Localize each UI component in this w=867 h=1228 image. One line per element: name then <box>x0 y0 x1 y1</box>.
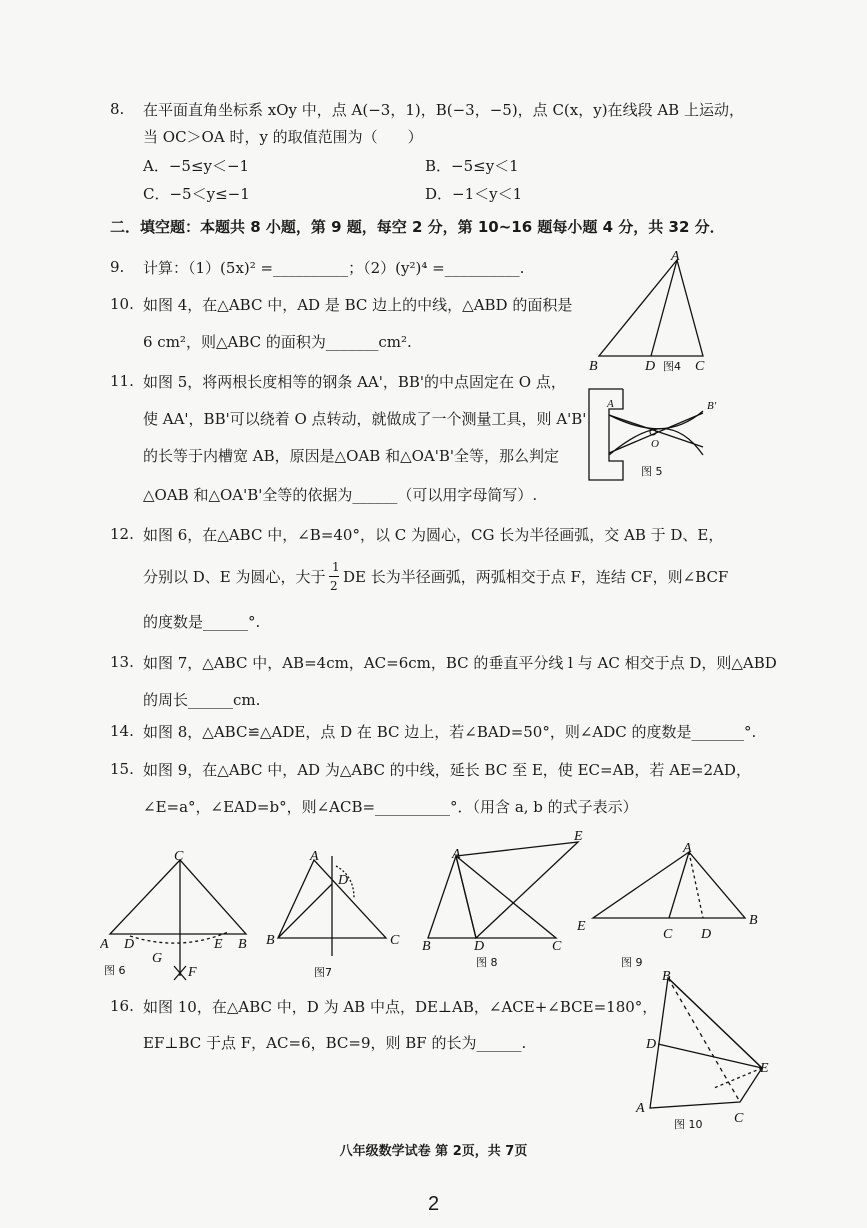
svg-text:A: A <box>452 847 461 862</box>
svg-text:E: E <box>760 1061 769 1076</box>
q8-number: 8. <box>110 100 125 118</box>
svg-text:E: E <box>577 919 586 934</box>
figure-4-caption: 图4 <box>663 360 681 373</box>
q12-fraction-denominator: 2 <box>330 579 338 593</box>
svg-text:B: B <box>422 939 431 954</box>
svg-text:C: C <box>174 849 184 864</box>
q10-number: 10. <box>110 295 134 313</box>
q16-line1: 如图 10，在△ABC 中，D 为 AB 中点，DE⊥AB，∠ACE+∠BCE=180°， <box>143 998 658 1016</box>
q8-option-d: D．−1＜y＜1 <box>425 185 523 203</box>
figure-5-caption: 图 5 <box>641 465 663 478</box>
svg-text:O: O <box>651 438 659 450</box>
q13-number: 13. <box>110 653 134 671</box>
q15-line2: ∠E=a°，∠EAD=b°，则∠ACB=__________°．（用含 a, b 的式子表示） <box>143 798 638 816</box>
svg-text:E: E <box>214 937 223 952</box>
svg-text:C: C <box>734 1111 744 1126</box>
svg-text:A: A <box>607 398 614 410</box>
figure-7-caption: 图7 <box>314 966 332 979</box>
svg-text:C: C <box>552 939 562 954</box>
svg-text:B': B' <box>707 400 717 412</box>
q12-fraction-bar <box>329 576 339 577</box>
q16-number: 16. <box>110 997 134 1015</box>
svg-text:D: D <box>645 359 656 374</box>
q16-line2: EF⊥BC 于点 F，AC=6，BC=9，则 BF 的长为______. <box>143 1034 527 1052</box>
svg-text:B: B <box>266 933 275 948</box>
q8-line1: 在平面直角坐标系 xOy 中，点 A(−3，1)，B(−3，−5)，点 C(x，y)在线段 AB 上运动， <box>143 101 744 119</box>
q11-line4: △OAB 和△OA'B'全等的依据为______（可以用字母简写）. <box>143 486 538 504</box>
figure-6-caption: 图 6 <box>104 964 126 977</box>
q12-line1: 如图 6，在△ABC 中，∠B=40°，以 C 为圆心，CG 长为半径画弧，交 AB 于 D、E， <box>143 526 724 544</box>
figure-8 <box>418 828 593 978</box>
q15-number: 15. <box>110 760 134 778</box>
svg-text:A: A <box>683 841 692 856</box>
q8-line2: 当 OC＞OA 时，y 的取值范围为（ ） <box>143 128 423 146</box>
q12-line2b: DE 长为半径画弧，两弧相交于点 F，连结 CF，则∠BCF <box>343 568 729 586</box>
svg-text:D: D <box>338 873 349 888</box>
figure-5 <box>585 385 725 485</box>
q12-number: 12. <box>110 525 134 543</box>
svg-text:E: E <box>574 829 583 844</box>
q14-number: 14. <box>110 722 134 740</box>
q8-option-c: C．−5＜y≤−1 <box>143 185 250 203</box>
figure-10-caption: 图 10 <box>674 1118 703 1131</box>
q14-text: 如图 8，△ABC≌△ADE，点 D 在 BC 边上，若∠BAD=50°，则∠ADC 的度数是_______°. <box>143 723 757 741</box>
svg-text:A: A <box>671 249 680 264</box>
q11-line2: 使 AA'，BB'可以绕着 O 点转动，就做成了一个测量工具，则 A'B' <box>143 410 587 428</box>
figure-9-caption: 图 9 <box>621 956 643 969</box>
q12-line3: 的度数是______°. <box>143 613 261 631</box>
q12-line2a: 分别以 D、E 为圆心，大于 <box>143 568 326 586</box>
q10-line2: 6 cm²，则△ABC 的面积为_______cm². <box>143 333 412 351</box>
page-footer: 八年级数学试卷 第 2页，共 7页 <box>339 1144 528 1159</box>
q8-option-a: A．−5≤y＜−1 <box>143 157 250 175</box>
svg-text:D: D <box>124 937 135 952</box>
q9-number: 9. <box>110 258 125 276</box>
figure-10 <box>628 968 773 1133</box>
figure-7 <box>262 848 412 983</box>
svg-text:C: C <box>663 927 673 942</box>
q12-fraction-numerator: 1 <box>332 560 340 574</box>
q9-text: 计算：（1）(5x)² =__________；（2）(y²)⁴ =__________. <box>143 259 525 277</box>
q15-line1: 如图 9，在△ABC 中，AD 为△ABC 的中线，延长 BC 至 E，使 EC=AB，若 AE=2AD， <box>143 761 751 779</box>
svg-text:B: B <box>238 937 247 952</box>
q8-option-b: B．−5≤y＜1 <box>425 157 519 175</box>
q10-line1: 如图 4，在△ABC 中，AD 是 BC 边上的中线，△ABD 的面积是 <box>143 296 573 314</box>
q11-number: 11. <box>110 372 134 390</box>
svg-text:B: B <box>662 969 671 984</box>
svg-text:B: B <box>749 913 758 928</box>
svg-text:F: F <box>188 965 197 980</box>
figure-9 <box>573 838 768 973</box>
svg-text:D: D <box>474 939 485 954</box>
figure-6 <box>100 848 260 983</box>
q13-line2: 的周长______cm. <box>143 691 261 709</box>
q11-line1: 如图 5，将两根长度相等的钢条 AA'，BB'的中点固定在 O 点， <box>143 373 566 391</box>
svg-text:D: D <box>701 927 712 942</box>
svg-text:G: G <box>152 951 163 966</box>
svg-text:D: D <box>646 1037 657 1052</box>
svg-text:B: B <box>589 359 598 374</box>
figure-8-caption: 图 8 <box>476 956 498 969</box>
svg-text:A: A <box>636 1101 645 1116</box>
svg-text:C: C <box>695 359 705 374</box>
q11-line3: 的长等于内槽宽 AB，原因是△OAB 和△OA'B'全等，那么判定 <box>143 447 560 465</box>
section-heading: 二．填空题：本题共 8 小题，第 9 题，每空 2 分，第 10~16 题每小题 4 分，共 32 分． <box>110 218 725 236</box>
q13-line1: 如图 7，△ABC 中，AB=4cm，AC=6cm，BC 的垂直平分线 l 与 AC 相交于点 D，则△ABD <box>143 654 777 672</box>
svg-text:A: A <box>310 849 319 864</box>
page-number: 2 <box>427 1193 440 1215</box>
svg-text:C: C <box>390 933 400 948</box>
svg-text:A: A <box>100 937 109 952</box>
figure-4 <box>585 248 730 378</box>
